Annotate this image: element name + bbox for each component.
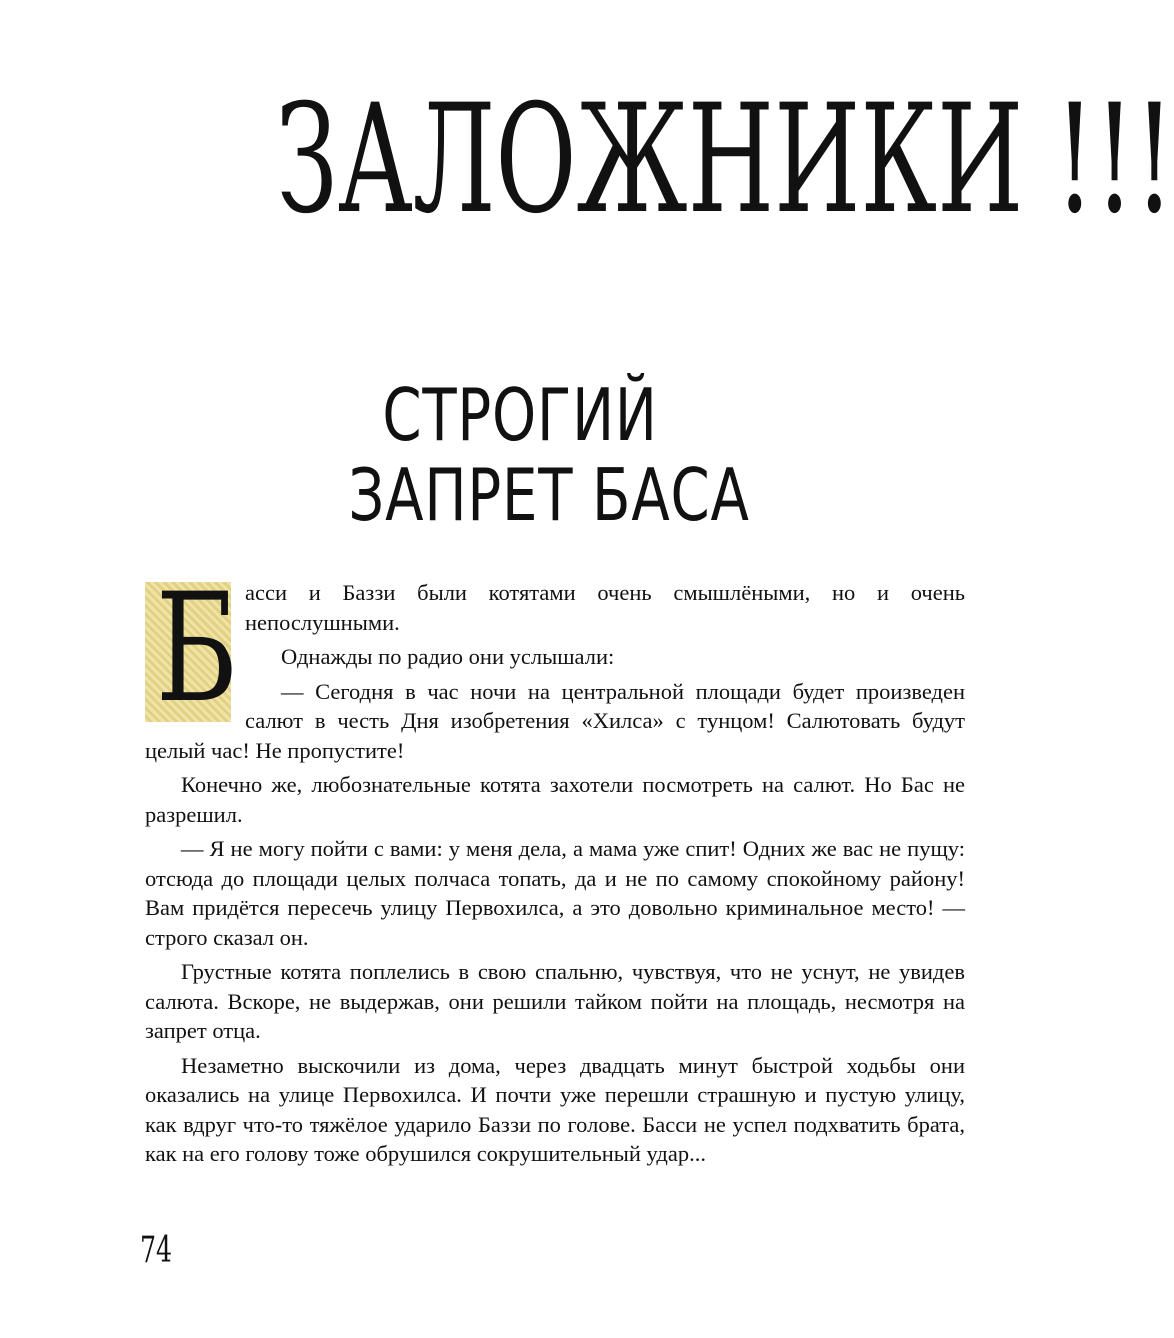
page-number: 74 bbox=[140, 1230, 173, 1271]
chapter-title-line-2: ЗАПРЕТ БАСА bbox=[348, 453, 750, 537]
paragraph-3: — Сегодня в час ночи на центральной площади будет произведен салют в честь Дня изобретения «Хилса» с тунцом! Салютовать будут целый час! Не пропустите! bbox=[145, 678, 965, 763]
chapter-title bbox=[348, 373, 750, 537]
paragraph-4: Конечно же, любознательные котята захотели посмотреть на салют. Но Бас не разрешил. bbox=[145, 772, 965, 827]
paragraph-2: Однажды по радио они услышали: bbox=[281, 644, 615, 669]
chapter-body bbox=[145, 562, 965, 1174]
paragraph-1: асси и Баззи были котятами очень смышлёными, но и очень непослушными. bbox=[245, 580, 965, 635]
paragraph-5: — Я не могу пойти с вами: у меня дела, а мама уже спит! Одних же вас не пущу: отсюда до площади целых полчаса топать, да и не по самому спокойному району! Вам придётся пересечь улицу Первохилса, а это довольно криминальное место! — строго сказал он. bbox=[145, 836, 965, 950]
part-title: ЗАЛОЖНИКИ !!! bbox=[276, 73, 1174, 247]
dropcap-letter: Б bbox=[155, 562, 239, 736]
dropcap bbox=[145, 562, 239, 736]
paragraph-6: Грустные котята поплелись в свою спальню, чувствуя, что не уснут, не увидев салюта. Вскоре, не выдержав, они решили тайком пойти на площадь, несмотря на запрет отца. bbox=[145, 959, 965, 1043]
chapter-title-line-1: СТРОГИЙ bbox=[382, 373, 658, 457]
paragraph-7: Незаметно выскочили из дома, через двадцать минут быстрой ходьбы они оказались на улице Первохилса. И почти уже перешли страшную и пустую улицу, как вдруг что-то тяжёлое ударило Баззи по голове. Басси не успел подхватить брата, как на его голову тоже обрушился сокрушительный удар... bbox=[145, 1052, 965, 1166]
